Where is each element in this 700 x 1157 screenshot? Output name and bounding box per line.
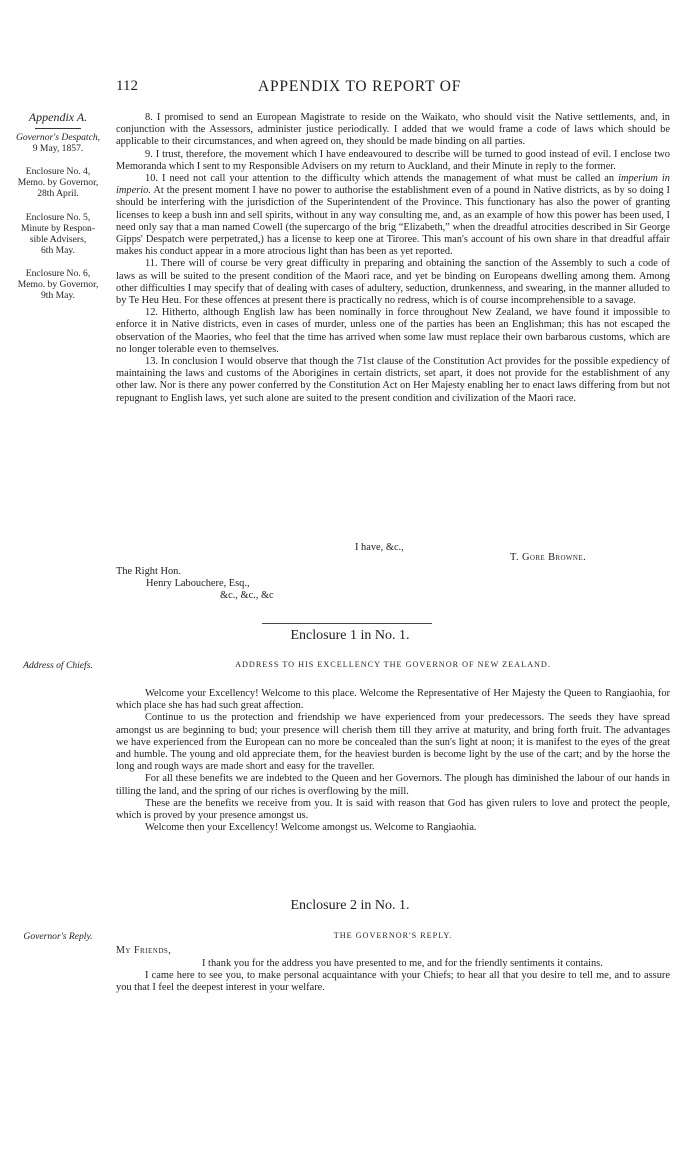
addressee-line-3: &c., &c., &c bbox=[220, 590, 274, 602]
page-number: 112 bbox=[116, 78, 138, 94]
enclosure-5-memo-cont: sible Advisers, bbox=[29, 234, 87, 245]
despatch-date: 9 May, 1857. bbox=[32, 143, 84, 154]
paragraph-10-text-cont: At the present moment I have no power to authorise the establishment even of a pound in Native districts, as by so doing I should be interfering with the jurisdiction of the Superintendent of the Province. This functionary has also the power of granting licenses to keep a bush inn and sell spirits, without in any way consulting me, and, as an example of how this power has been used, I need only say that a man named Cowell (the supercargo of the brig “Elizabeth,” when the dreadful atrocities described in Sir George Gipps' Despatch were perpetrated,) has a license to keep one at Tiroree. This man's account of his own share in that dreadful affair makes his conduct appear in a more atrocious light than has been as yet reported. bbox=[116, 185, 670, 258]
paragraph-10 bbox=[116, 173, 670, 258]
paragraph-8: 8. I promised to send an European Magistrate to reside on the Waikato, who should visit the Native settlements, and, in conjunction with the Assessors, administer justice periodically. I added that we would frame a code of laws which should be applicable to their circumstances, and when agreed on, they should be made binding on all parties. bbox=[116, 112, 670, 148]
enclosure-6-memo: Memo. by Governor, bbox=[17, 279, 99, 290]
enclosure-4-memo: Memo. by Governor, bbox=[17, 177, 99, 188]
page-header bbox=[0, 78, 700, 98]
margin-note-enclosure-5 bbox=[2, 212, 114, 256]
margin-note-enclosure-6 bbox=[2, 268, 114, 301]
paragraph-13: 13. In conclusion I would observe that though the 71st clause of the Constitution Act provides for the possible expediency of maintaining the laws and customs of the Aborigines in certain districts, set apart, it does not provide for the establishment of any other law. Nor is there any power conferred by the Constitution Act on Her Majesty enabling her to enact laws differing from but not repugnant to English laws, yet such alone are suited to the present condition and civilization of the Maori race. bbox=[116, 356, 670, 404]
margin-note-despatch bbox=[2, 112, 114, 154]
address-paragraph-3: For all these benefits we are indebted to the Queen and her Governors. The plough has diminished the labour of our hands in tilling the land, and the spring of our riches is overflowing by the mill. bbox=[116, 773, 670, 797]
enclosure-5-label: Enclosure No. 5, bbox=[25, 212, 91, 223]
salutation: My Friends, bbox=[116, 945, 172, 956]
enclosure-2-heading: THE GOVERNOR'S REPLY. bbox=[333, 931, 453, 940]
addressee-line-1: The Right Hon. bbox=[116, 566, 181, 577]
letter-body bbox=[116, 112, 670, 405]
despatch-title: Governor's Despatch, bbox=[15, 132, 101, 143]
running-title: APPENDIX TO REPORT OF bbox=[258, 78, 462, 95]
address-paragraph-4: These are the benefits we receive from you. It is said with reason that God has given rulers to love and protect the people, which is proved by your presence amongst us. bbox=[116, 797, 670, 822]
reply-body bbox=[116, 958, 670, 995]
enclosure-4-date: 28th April. bbox=[37, 188, 79, 199]
enclosure-5-memo: Minute by Respon- bbox=[20, 223, 96, 234]
enclosure-1-heading: ADDRESS TO HIS EXCELLENCY THE GOVERNOR OF NEW ZEALAND. bbox=[235, 660, 551, 669]
reply-paragraph-1: I thank you for the address you have presented to me, and for the friendly sentiments it contains. bbox=[202, 958, 603, 969]
appendix-label: Appendix A. bbox=[28, 110, 88, 124]
margin-note-enclosure-4 bbox=[2, 166, 114, 199]
closing: I have, &c., bbox=[355, 542, 404, 553]
reply-paragraph-2: I came here to see you, to make personal acquaintance with your Chiefs; to hear all that you desire to tell me, and to assure you that I feel the deepest interest in your welfare. bbox=[116, 970, 670, 994]
enclosure-6-label: Enclosure No. 6, bbox=[25, 268, 91, 279]
enclosure-4-label: Enclosure No. 4, bbox=[25, 166, 91, 177]
paragraph-10-text: 10. I need not call your attention to the difficulty which attends the management of what must be called an bbox=[145, 173, 619, 185]
addressee-block bbox=[116, 566, 274, 603]
address-body bbox=[116, 688, 670, 834]
paragraph-12: 12. Hitherto, although English law has been nominally in force throughout New Zealand, we have found it impossible to enforce it in Native districts, even in cases of murder, unless one of the parties has been an Englishman; this has not escaped the observation of the Maories, who feel that the time has arrived when some law must replace their own barbarous customs, which are no longer tolerable even to themselves. bbox=[116, 307, 670, 355]
address-paragraph-2: Continue to us the protection and friendship we have experienced from your predecessors. The seeds they have spread amongst us are beginning to bud; your presence will cherish them till they arrive at maturity, and bring forth fruit. The advantages we have experienced from the European can no more be concealed than the sun's light at noon; it is manifest to the eyes of the great and humble. The young and old appreciate them, for the heaviest burden is become light by the use of the cart; and by the horse the long and rough ways are made short and easy for the traveller. bbox=[116, 712, 670, 773]
enclosure-2-title: Enclosure 2 in No. 1. bbox=[290, 898, 410, 913]
paragraph-9: 9. I trust, therefore, the movement which I have endeavoured to describe will be turned to good instead of evil. I enclose two Memoranda which I sent to my Responsible Advisers on my return to Auckland, and their Minute in reply to the former. bbox=[116, 148, 670, 172]
enclosure-5-date: 6th May. bbox=[40, 245, 76, 256]
signature: T. Gore Browne. bbox=[510, 552, 587, 563]
paragraph-11: 11. There will of course be very great difficulty in preparing and obtaining the sanction of the Assembly to such a code of laws as will be suited to the present condition of the Maori race, and yet be binding on Europeans dwelling among them. Among other difficulties I may specify that of dealing with cases of adultery, seduction, drunkenness, and swearing, in the manner alluded to by Te Heu Heu. For these offences at present there is practically no redress, which is of course incomprehensible to a savage. bbox=[116, 258, 670, 307]
enclosure-6-date: 9th May. bbox=[40, 290, 76, 301]
address-paragraph-5: Welcome then your Excellency! Welcome amongst us. Welcome to Rangiaohia. bbox=[145, 822, 477, 834]
section-divider bbox=[262, 623, 432, 624]
margin-dash bbox=[35, 128, 81, 129]
paragraph-10-latin: imperium in imperio. bbox=[116, 173, 670, 197]
enclosure-1-title: Enclosure 1 in No. 1. bbox=[290, 628, 410, 643]
addressee-line-2: Henry Labouchere, Esq., bbox=[146, 578, 250, 590]
margin-note-reply: Governor's Reply. bbox=[23, 931, 93, 942]
address-paragraph-1: Welcome your Excellency! Welcome to this place. Welcome the Representative of Her Majesty the Queen to Rangiaohia, for which place she has had such great affection. bbox=[116, 688, 670, 712]
margin-note-address: Address of Chiefs. bbox=[23, 660, 93, 671]
